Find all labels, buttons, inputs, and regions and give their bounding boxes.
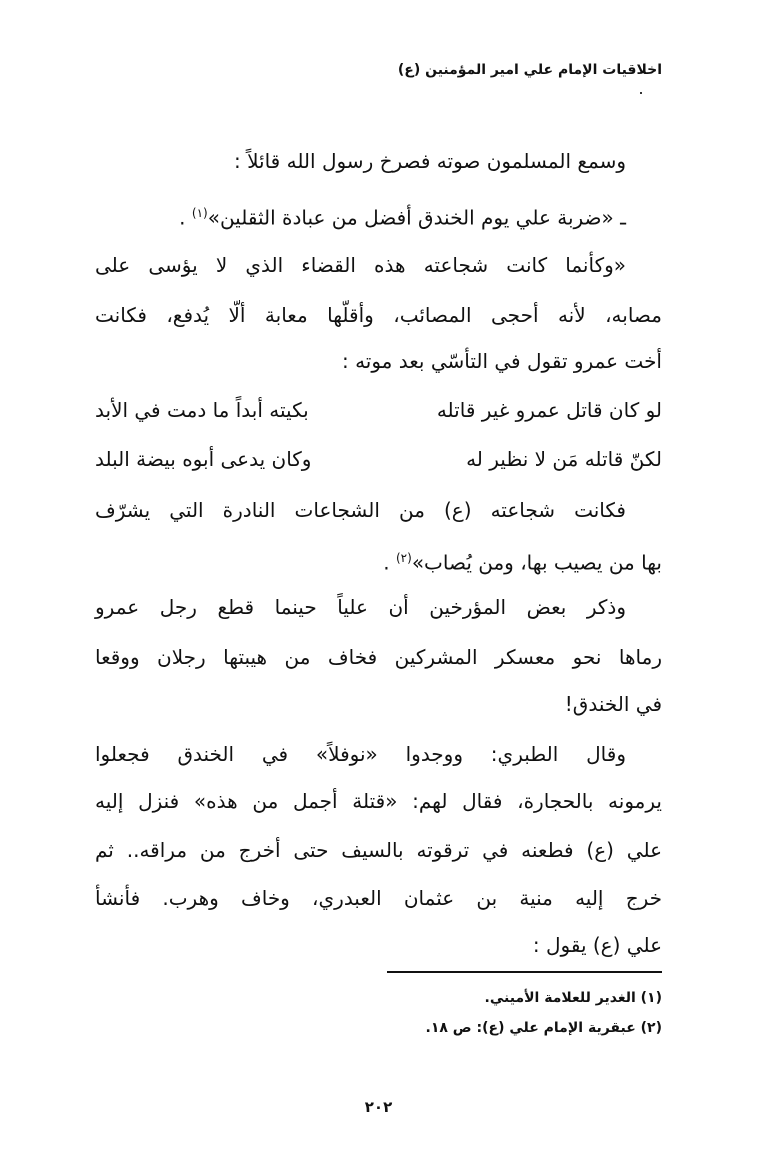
poem-verse [95, 444, 662, 474]
poem-verse [95, 395, 662, 425]
text-line: وقال الطبري: ووجدوا «نوفلاً» في الخندق فجعلوا [95, 742, 626, 766]
text-line: رماها نحو معسكر المشركين فخاف من هيبتها رجلان ووقعا [95, 645, 662, 669]
hemistich: وكان يدعى أبوه بيضة البلد [95, 447, 312, 471]
footnote-divider [387, 971, 662, 973]
text-line: علي (ع) فطعنه في ترقوته بالسيف حتى أخرج من مراقه.. ثم [95, 838, 662, 862]
page-number: ٢٠٢ [364, 1098, 393, 1116]
text-line: علي (ع) يقول : [532, 933, 662, 957]
text-line: وذكر بعض المؤرخين أن علياً حينما قطع رجل عمرو [95, 595, 626, 619]
text-line: «وكأنما كانت شجاعته هذه القضاء الذي لا يؤسى على [95, 253, 626, 277]
text-line: مصابه، لأنه أحجى المصائب، وأقلّها معابة ألّا يُدفع، فكانت [95, 303, 662, 327]
text-line: خرج إليه منية بن عثمان العبدري، وخاف وهرب. فأنشأ [95, 886, 662, 910]
quote-end: بها من يصيب بها، ومن يُصاب» [411, 550, 662, 575]
text-line: يرمونه بالحجارة، فقال لهم: «قتلة أجمل من هذه» فنزل إليه [95, 789, 662, 813]
text-line: فكانت شجاعته (ع) من الشجاعات النادرة التي يشرّف [95, 498, 626, 522]
text-line: أخت عمرو تقول في التأسّي بعد موته : [341, 349, 662, 373]
hemistich: بكيته أبداً ما دمت في الأبد [95, 398, 309, 422]
hemistich: لو كان قاتل عمرو غير قاتله [436, 398, 662, 422]
quote-text: ـ «ضربة علي يوم الخندق أفضل من عبادة الثقلين» [207, 205, 626, 230]
text-line: ـ «ضربة علي يوم الخندق أفضل من عبادة الثقلين»$^{(١)}$ . [179, 205, 626, 230]
text-line: في الخندق! [564, 692, 662, 716]
speck [640, 92, 642, 94]
running-header: اخلاقيات الإمام علي امير المؤمنين (ع) [397, 62, 662, 78]
footnote-ref: (١) [191, 206, 208, 220]
footnote: (١) الغدير للعلامة الأميني. [484, 990, 662, 1006]
hemistich: لكنّ قاتله مَن لا نظير له [466, 447, 662, 471]
text-line: وسمع المسلمون صوته فصرخ رسول الله قائلاً : [233, 149, 626, 173]
text-line: بها من يصيب بها، ومن يُصاب»$^{(٢)}$ . [383, 550, 662, 575]
footnote: (٢) عبقرية الإمام علي (ع): ص ١٨. [425, 1020, 662, 1036]
footnote-ref: (٢) [395, 551, 412, 565]
